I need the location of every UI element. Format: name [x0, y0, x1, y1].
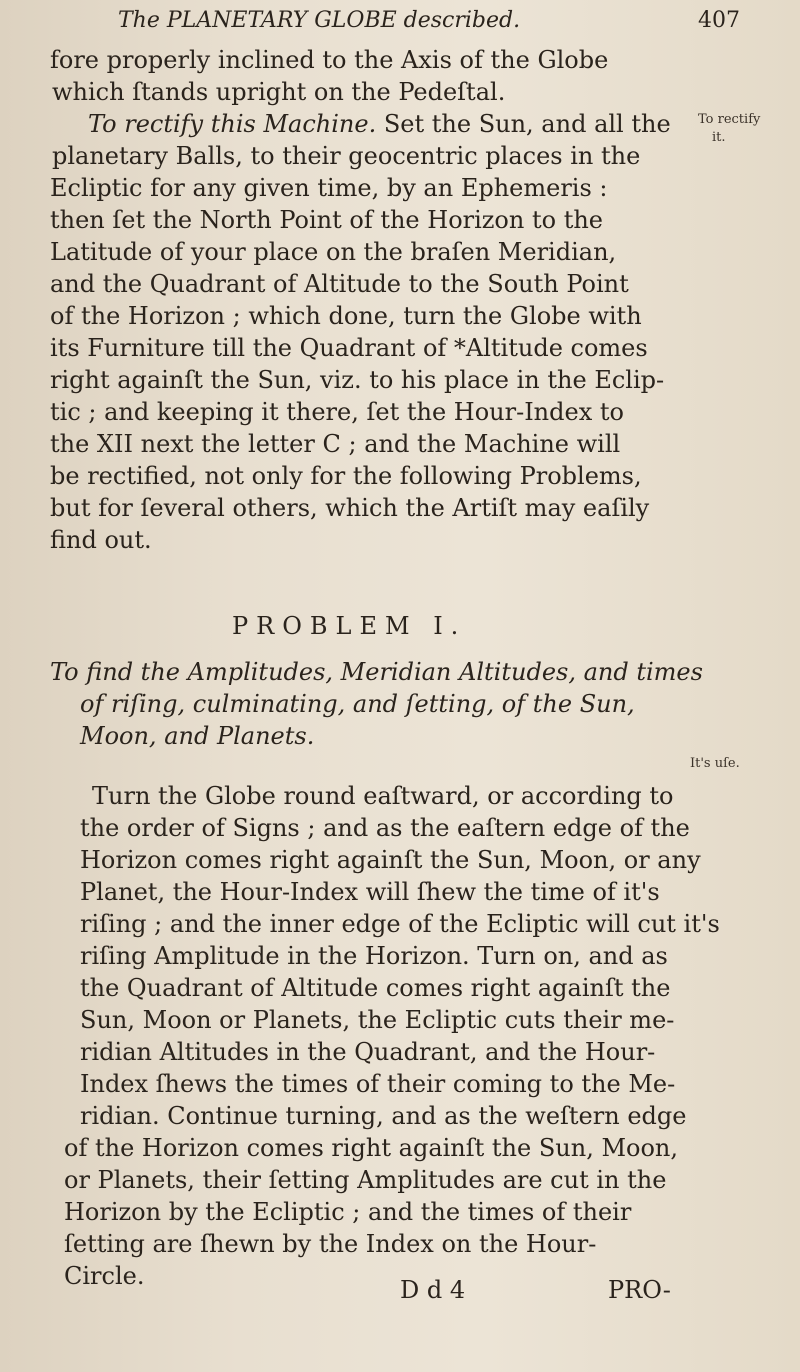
- page-number: 407: [698, 8, 740, 33]
- text-line: the Quadrant of Altitude comes right againſt the: [80, 974, 671, 1002]
- text-line: the order of Signs ; and as the eaſtern edge of the: [80, 814, 690, 842]
- text-line: ſetting are ſhewn by the Index on the Hour-: [64, 1230, 597, 1258]
- margin-note-it: it.: [712, 130, 726, 145]
- text-line: then ſet the North Point of the Horizon to the: [50, 206, 603, 234]
- text-line: riſing ; and the inner edge of the Ecliptic will cut it's: [80, 910, 720, 938]
- text-line: ridian. Continue turning, and as the weſtern edge: [80, 1102, 687, 1130]
- text-line: its Furniture till the Quadrant of *Altitude comes: [50, 334, 648, 362]
- text-line: right againſt the Sun, viz. to his place in the Eclip-: [50, 366, 665, 394]
- text-line: find out.: [50, 526, 152, 554]
- text-line: and the Quadrant of Altitude to the South Point: [50, 270, 629, 298]
- problem-title-line: Moon, and Planets.: [80, 722, 315, 750]
- running-head: The PLANETARY GLOBE described.: [118, 8, 521, 33]
- text-line: but for ſeveral others, which the Artiſt may eaſily: [50, 494, 650, 522]
- text-line: tic ; and keeping it there, ſet the Hour-Index to: [50, 398, 624, 426]
- text-line: the XII next the letter C ; and the Machine will: [50, 430, 621, 458]
- text-line: Ecliptic for any given time, by an Ephemeris :: [50, 174, 608, 202]
- text-line: Planet, the Hour-Index will ſhew the time of it's: [80, 878, 660, 906]
- text-line: fore properly inclined to the Axis of the Globe: [50, 46, 609, 74]
- signature-mark: D d 4: [400, 1276, 466, 1304]
- text-line: of the Horizon comes right againſt the Sun, Moon,: [64, 1134, 679, 1162]
- catchword: PRO-: [608, 1276, 671, 1304]
- text-line: Sun, Moon or Planets, the Ecliptic cuts their me-: [80, 1006, 675, 1034]
- text-line: planetary Balls, to their geocentric places in the: [52, 142, 641, 170]
- text-line: Horizon by the Ecliptic ; and the times of their: [64, 1198, 632, 1226]
- paragraph-lead: [88, 112, 671, 136]
- text-line: Circle.: [64, 1262, 145, 1290]
- text-line: which ſtands upright on the Pedeſtal.: [52, 78, 506, 106]
- margin-note-to-rectify: To rectify: [698, 112, 761, 127]
- text-line: ridian Altitudes in the Quadrant, and the Hour-: [80, 1038, 656, 1066]
- margin-note-its-use: It's uſe.: [690, 756, 740, 771]
- text-line: Turn the Globe round eaſtward, or according to: [92, 782, 674, 810]
- text-line: Horizon comes right againſt the Sun, Moon, or any: [80, 846, 701, 874]
- text-line: riſing Amplitude in the Horizon. Turn on, and as: [80, 942, 668, 970]
- problem-heading: PROBLEM I.: [232, 612, 467, 640]
- problem-title-line: of riſing, culminating, and ſetting, of the Sun,: [80, 690, 635, 718]
- problem-title-line: To find the Amplitudes, Meridian Altitudes, and times: [50, 658, 703, 686]
- text-line: Latitude of your place on the braſen Meridian,: [50, 238, 617, 266]
- text-line: of the Horizon ; which done, turn the Globe with: [50, 302, 642, 330]
- lead-italic: To rectify this Machine.: [88, 110, 377, 138]
- text-line: Index ſhews the times of their coming to the Me-: [80, 1070, 676, 1098]
- text-line: or Planets, their ſetting Amplitudes are cut in the: [64, 1166, 667, 1194]
- lead-text: Set the Sun, and all the: [383, 110, 671, 138]
- text-line: be rectified, not only for the following Problems,: [50, 462, 642, 490]
